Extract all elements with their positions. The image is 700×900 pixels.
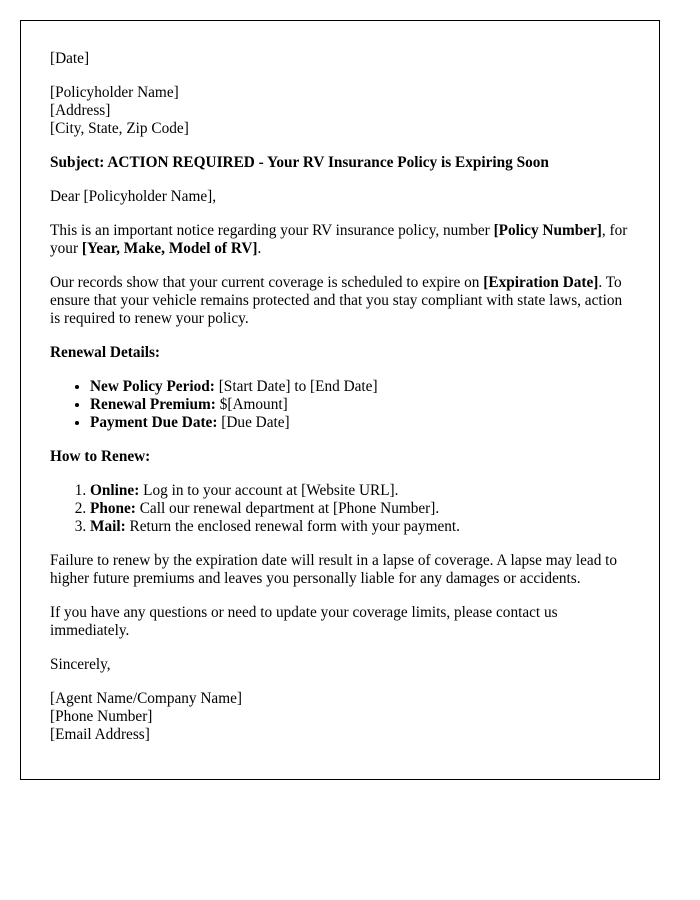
renewal-details-heading: Renewal Details: — [50, 344, 161, 361]
policy-number: [Policy Number] — [493, 222, 602, 239]
renewal-details-list — [50, 378, 630, 432]
list-item — [90, 414, 630, 432]
recipient-city-state-zip: [City, State, Zip Code] — [50, 120, 189, 137]
closing: Sincerely, — [50, 656, 111, 673]
intro-text-3: . — [257, 240, 262, 257]
expiration-date: [Expiration Date] — [483, 274, 599, 291]
recipient-address: [Address] — [50, 102, 111, 119]
records-text-2: . To ensure that your vehicle remains protected and that you stay compliant with state laws, action is required to renew your policy. — [50, 274, 623, 327]
renew-method-value: Call our renewal department at [Phone Number]. — [135, 500, 440, 517]
list-item — [90, 396, 630, 414]
greeting: Dear [Policyholder Name], — [50, 188, 217, 205]
signature-phone: [Phone Number] — [50, 708, 153, 725]
intro-text-1: This is an important notice regarding your RV insurance policy, number — [50, 222, 494, 239]
list-item — [90, 378, 630, 396]
how-to-renew-list — [50, 482, 630, 536]
letter-date: [Date] — [50, 50, 90, 67]
renew-method-label: Phone: — [90, 500, 136, 517]
renew-method-label: Online: — [90, 482, 140, 499]
intro-text-2: , for your — [50, 222, 628, 257]
list-item — [90, 518, 630, 536]
list-item — [90, 500, 630, 518]
subject-line — [50, 154, 630, 172]
renew-method-value: Return the enclosed renewal form with your payment. — [125, 518, 460, 535]
renewal-item-label: Renewal Premium: — [90, 396, 216, 413]
vehicle-description: [Year, Make, Model of RV] — [81, 240, 258, 257]
signature-name: [Agent Name/Company Name] — [50, 690, 243, 707]
renewal-item-value: [Start Date] to [End Date] — [214, 378, 378, 395]
warning-paragraph: Failure to renew by the expiration date will result in a lapse of coverage. A lapse may lead to higher future premiums and leaves you personally liable for any damages or accidents. — [50, 552, 618, 587]
recipient-address-block — [50, 84, 630, 138]
renew-method-value: Log in to your account at [Website URL]. — [139, 482, 399, 499]
renewal-item-label: Payment Due Date: — [90, 414, 218, 431]
how-to-renew-heading: How to Renew: — [50, 448, 151, 465]
list-item — [90, 482, 630, 500]
records-paragraph — [50, 274, 630, 328]
subject-text: Subject: ACTION REQUIRED - Your RV Insurance Policy is Expiring Soon — [50, 154, 549, 171]
signature-email: [Email Address] — [50, 726, 150, 743]
recipient-name: [Policyholder Name] — [50, 84, 179, 101]
contact-paragraph: If you have any questions or need to update your coverage limits, please contact us immediately. — [50, 604, 558, 639]
renewal-item-value: $[Amount] — [215, 396, 288, 413]
renewal-item-label: New Policy Period: — [90, 378, 215, 395]
signature-block — [50, 690, 630, 744]
renew-method-label: Mail: — [90, 518, 126, 535]
renewal-item-value: [Due Date] — [217, 414, 290, 431]
letter — [20, 20, 660, 780]
intro-paragraph — [50, 222, 630, 258]
records-text-1: Our records show that your current coverage is scheduled to expire on — [50, 274, 484, 291]
